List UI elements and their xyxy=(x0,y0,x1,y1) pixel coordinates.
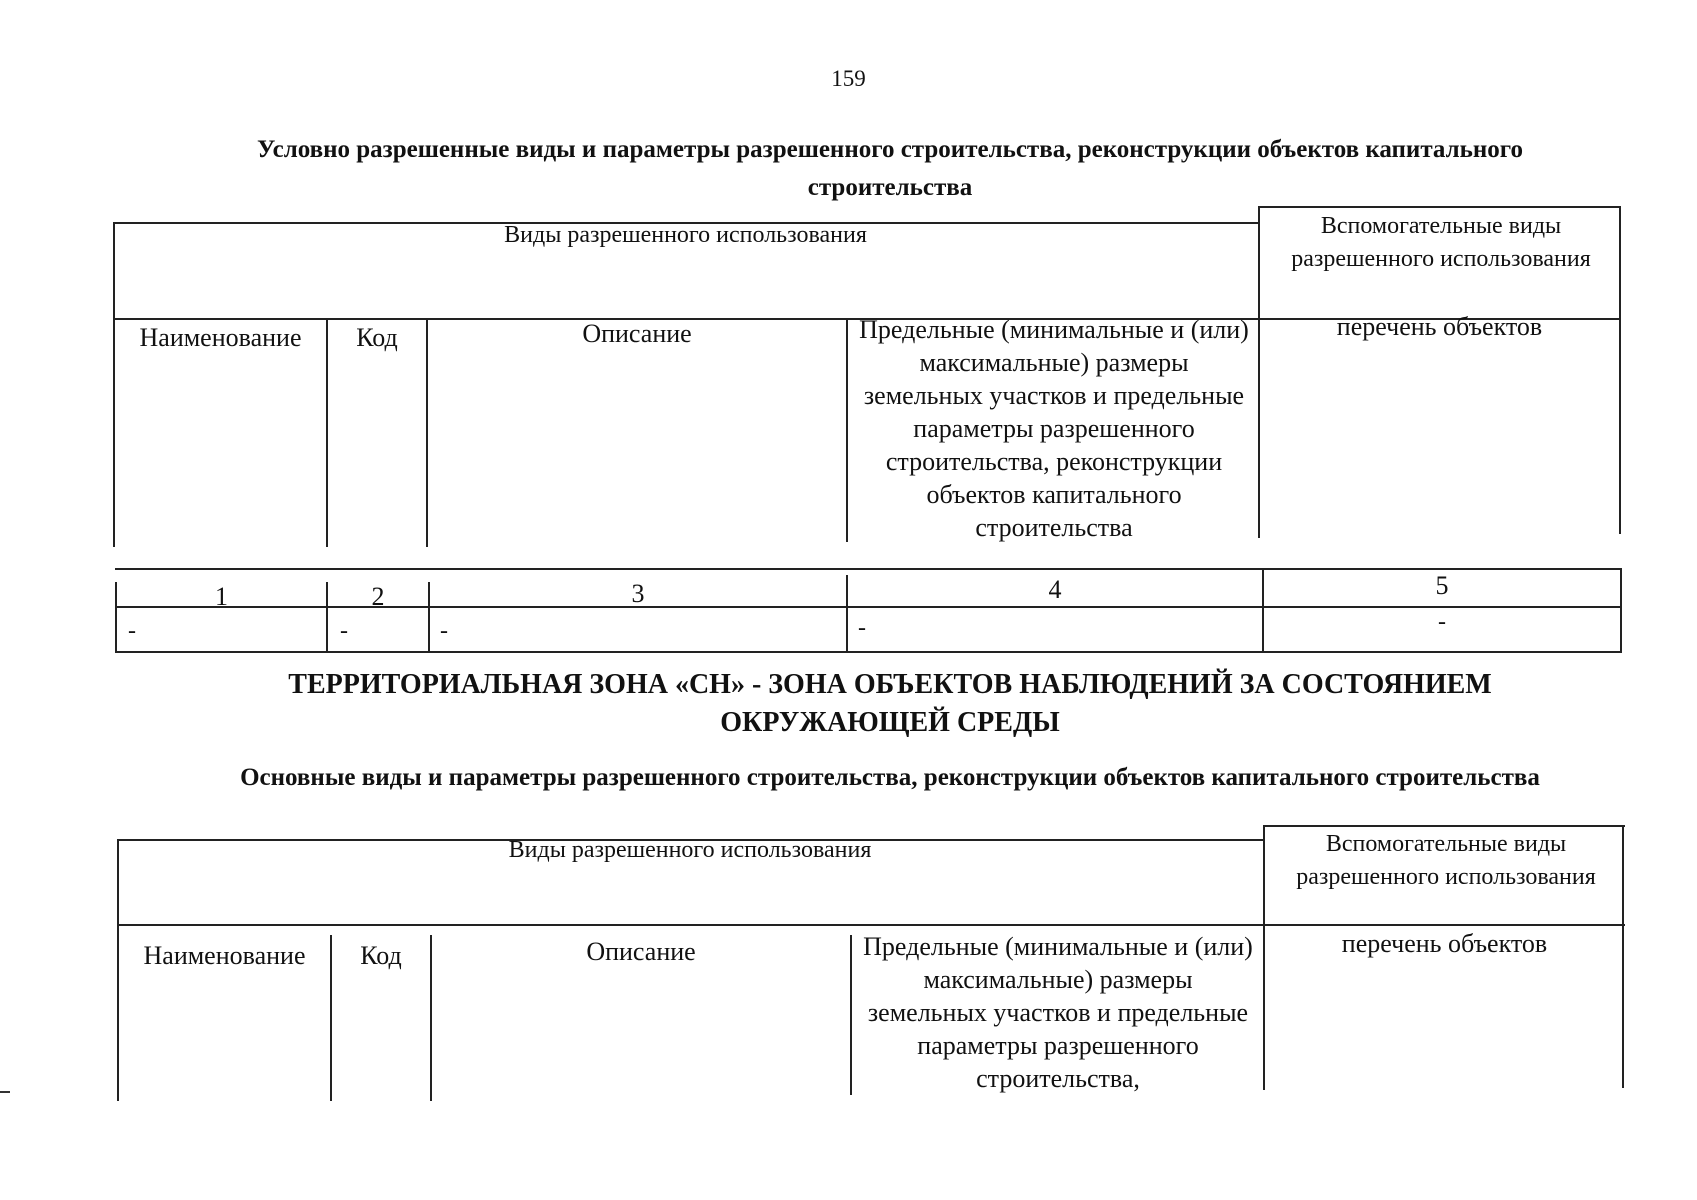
page-number: 159 xyxy=(831,66,866,91)
table-rule xyxy=(117,924,1625,926)
column-number: 4 xyxy=(1048,575,1062,604)
table-rule xyxy=(1619,206,1621,534)
aux-group-header: Вспомогательные виды разрешенного использования xyxy=(1296,831,1596,890)
column-objects: перечень объектов xyxy=(1341,929,1548,958)
empty-cell-dash: - xyxy=(128,618,136,644)
column-parameters: Предельные (минимальные и (или) максимальные) размеры земельных участков и предельные параметры разрешенного строительства, xyxy=(863,932,1253,1093)
column-number: 5 xyxy=(1435,571,1449,600)
column-number: 2 xyxy=(371,582,385,611)
aux-group-header: Вспомогательные виды разрешенного использования xyxy=(1291,213,1591,272)
empty-cell-dash: - xyxy=(858,615,866,641)
column-number: 3 xyxy=(631,579,645,608)
column-description: Описание xyxy=(586,937,696,966)
table-rule xyxy=(115,651,1622,653)
column-parameters: Предельные (минимальные и (или) максимальные) размеры земельных участков и предельные параметры разрешенного строительства, реконструкции объектов капитального строительства xyxy=(859,315,1249,542)
table-rule xyxy=(1258,206,1260,538)
column-objects: перечень объектов xyxy=(1336,312,1543,341)
group-header: Виды разрешенного использования xyxy=(508,837,872,863)
empty-cell-dash: - xyxy=(440,618,448,644)
column-name: Наименование xyxy=(143,941,306,970)
table-rule xyxy=(1258,206,1620,208)
section1-heading: Условно разрешенные виды и параметры разрешенного строительства, реконструкции объектов капитального строительства xyxy=(256,136,1524,201)
group-header: Виды разрешенного использования xyxy=(504,222,867,248)
column-code: Код xyxy=(356,323,398,352)
column-description: Описание xyxy=(582,319,692,348)
column-code: Код xyxy=(360,941,402,970)
zone-title: ТЕРРИТОРИАЛЬНАЯ ЗОНА «СН» - ЗОНА ОБЪЕКТОВ НАБЛЮДЕНИЙ ЗА СОСТОЯНИЕМ ОКРУЖАЮЩЕЙ СРЕДЫ xyxy=(288,669,1492,738)
empty-cell-dash: - xyxy=(340,618,348,644)
empty-cell-dash: - xyxy=(1438,609,1446,635)
table-rule xyxy=(113,222,115,547)
table-rule xyxy=(1263,825,1265,1090)
table-rule xyxy=(1622,825,1624,1088)
table-rule xyxy=(1263,825,1625,827)
margin-tick xyxy=(0,1091,10,1093)
table-rule xyxy=(846,318,848,542)
table-rule xyxy=(850,935,852,1095)
table-rule xyxy=(426,318,428,547)
table-rule xyxy=(1620,568,1622,653)
column-number: 1 xyxy=(215,582,228,611)
column-name: Наименование xyxy=(139,323,302,352)
section2-heading: Основные виды и параметры разрешенного строительства, реконструкции объектов капитального строительства xyxy=(240,764,1540,791)
